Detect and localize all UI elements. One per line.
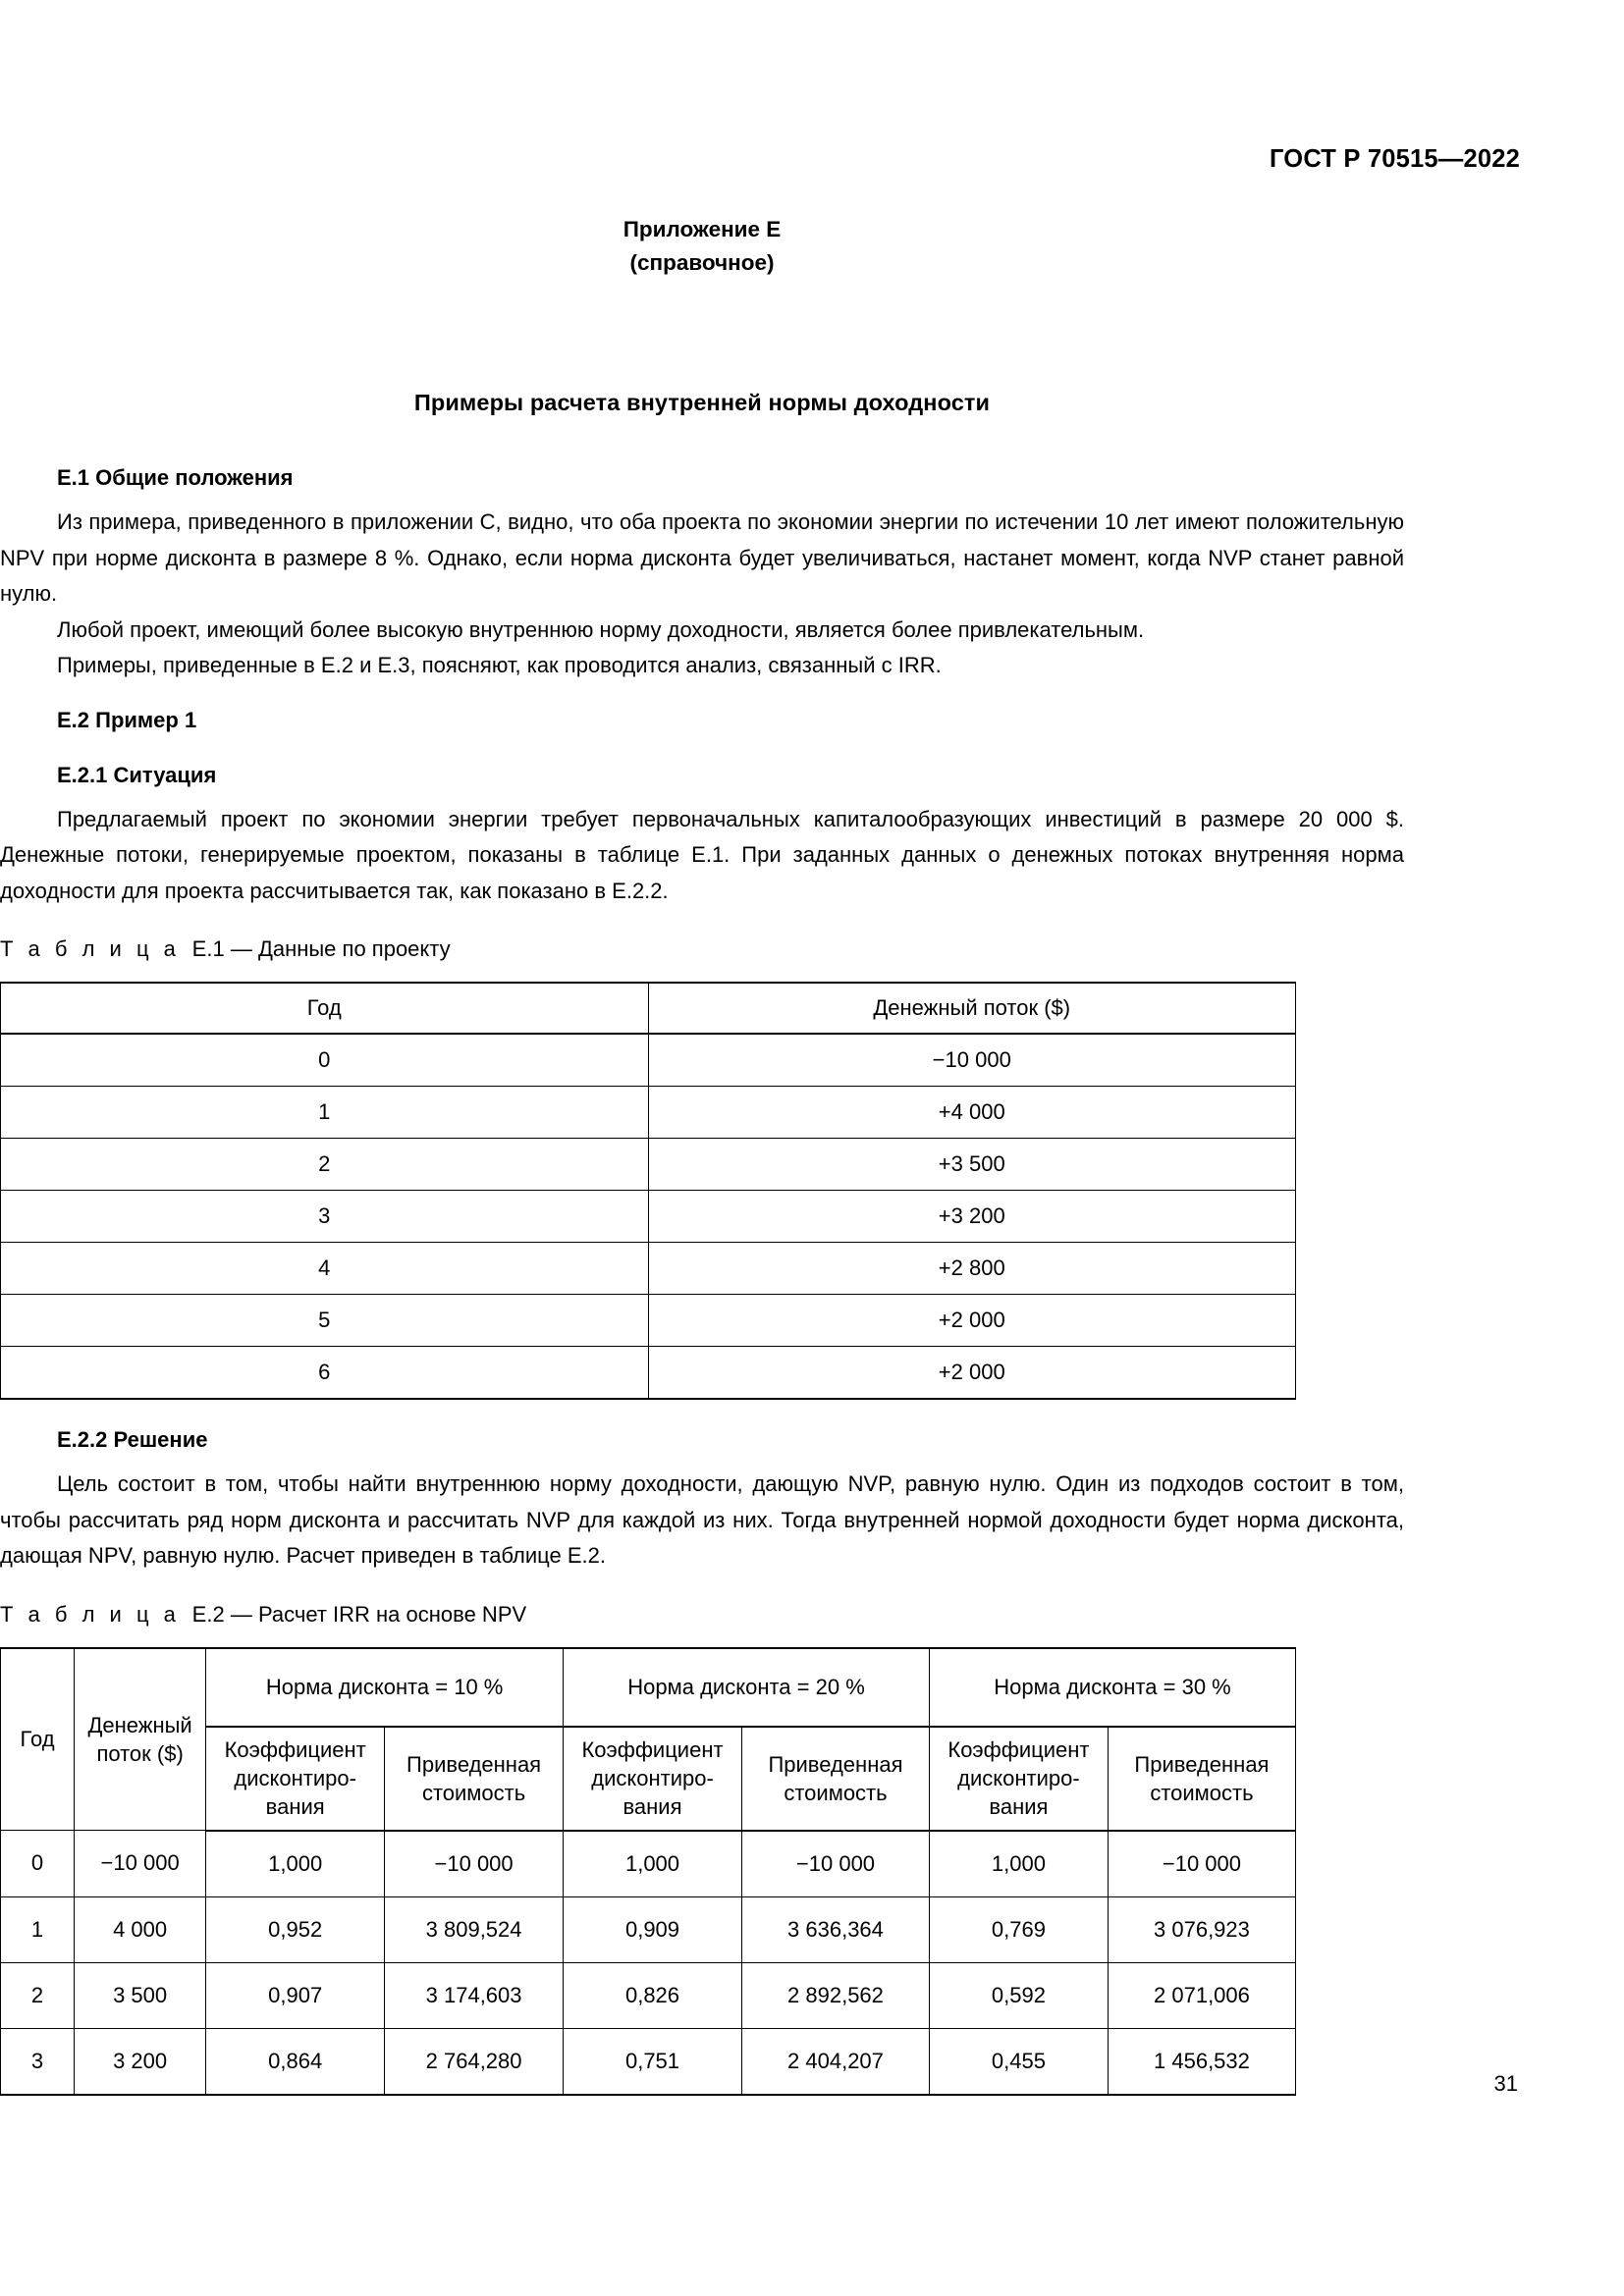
cell-pv-20: 3 636,364	[741, 1896, 929, 1962]
subhdr-line-2: дисконтиро-	[234, 1766, 356, 1790]
table-e2-caption-dash: —	[230, 1601, 252, 1627]
appendix-name: Приложение Е	[623, 217, 782, 241]
cell-cashflow: −10 000	[75, 1831, 206, 1897]
running-header: ГОСТ Р 70515—2022	[1269, 145, 1520, 173]
subhdr-line-2: дисконтиро-	[957, 1766, 1080, 1790]
table-e2	[0, 1647, 1296, 2096]
table-e1-col-year: Год	[1, 983, 649, 1034]
table-row	[1, 1087, 1296, 1139]
cell-cashflow: +3 500	[648, 1139, 1296, 1191]
cell-cashflow: +3 200	[648, 1191, 1296, 1243]
table-row	[1, 1347, 1296, 1400]
subhdr-line-2: дисконтиро-	[591, 1766, 714, 1790]
page-number: 31	[1493, 2071, 1518, 2096]
table-e1-col-cashflow: Денежный поток ($)	[648, 983, 1296, 1034]
subhdr-line-3: вания	[265, 1794, 325, 1819]
table-e2-caption	[0, 1600, 1404, 1629]
cell-coef-30: 0,455	[929, 2028, 1108, 2095]
cell-pv-10: 3 809,524	[385, 1896, 564, 1962]
cell-coef-20: 1,000	[564, 1831, 742, 1897]
subhdr-line-1: Приведенная	[1134, 1751, 1270, 1777]
cell-pv-30: −10 000	[1108, 1831, 1295, 1897]
paragraph-e2-1: Предлагаемый проект по экономии энергии требует первоначальных капиталообразующих инвестиций в размере 20 000 $. Денежные потоки, генерируемые проектом, показаны в таблице Е.1. При заданных данных о денежных потоках внутренняя норма доходности для проекта рассчитывается так, как показано в Е.2.2.	[0, 806, 1404, 903]
cell-pv-10: −10 000	[385, 1831, 564, 1897]
cell-year: 1	[1, 1087, 649, 1139]
table-e2-body	[1, 1648, 1296, 2095]
table-e2-caption-number: Е.2	[191, 1601, 225, 1627]
cell-cashflow: −10 000	[648, 1034, 1296, 1087]
table-e1-caption-number: Е.1	[191, 936, 225, 961]
table-row	[1, 1962, 1296, 2028]
cell-pv-20: −10 000	[741, 1831, 929, 1897]
cell-pv-10: 3 174,603	[385, 1962, 564, 2028]
appendix-heading-block	[0, 213, 1404, 280]
cell-year: 0	[1, 1034, 649, 1087]
table-e2-caption-label: Т а б л и ц а	[0, 1601, 181, 1627]
cell-cashflow: 3 500	[75, 1962, 206, 2028]
table-row	[1, 1034, 1296, 1087]
cell-pv-30: 3 076,923	[1108, 1896, 1295, 1962]
table-e2-subhdr-coef-10	[206, 1727, 385, 1831]
subhdr-line-1: Коэффициент	[947, 1737, 1090, 1762]
table-e1-caption-title: Данные по проекту	[257, 936, 451, 961]
table-e2-caption-title: Расчет IRR на основе NPV	[257, 1601, 527, 1627]
cell-year: 5	[1, 1295, 649, 1347]
cell-cashflow: +4 000	[648, 1087, 1296, 1139]
cell-cashflow: +2 000	[648, 1347, 1296, 1400]
cell-coef-30: 0,769	[929, 1896, 1108, 1962]
table-e1-header-row	[1, 983, 1296, 1034]
table-e2-col-cashflow-line1: Денежный поток ($)	[87, 1712, 192, 1766]
page-title: Примеры расчета внутренней нормы доходности	[413, 390, 991, 415]
cell-pv-30: 2 071,006	[1108, 1962, 1295, 2028]
cell-coef-10: 1,000	[206, 1831, 385, 1897]
cell-cashflow: 4 000	[75, 1896, 206, 1962]
table-e2-group-10: Норма дисконта = 10 %	[206, 1648, 564, 1727]
cell-year: 1	[1, 1896, 75, 1962]
paragraph-e1-1: Из примера, приведенного в приложении С, видно, что оба проекта по экономии энергии по истечении 10 лет имеют положительную NPV при норме дисконта в размере 8 %. Однако, если норма дисконта будет увеличиваться, настанет момент, когда NVP станет равной нулю.	[0, 509, 1404, 606]
paragraph-e2-2: Цель состоит в том, чтобы найти внутреннюю норму доходности, дающую NVP, равную нулю. Один из подходов состоит в том, чтобы рассчитать ряд норм дисконта и рассчитать NVP для каждой из них. Тогда внутренней нормой доходности будет норма дисконта, дающая NPV, равную нулю. Расчет приведен в таблице Е.2.	[0, 1471, 1404, 1568]
paragraph-e1-3: Примеры, приведенные в Е.2 и Е.3, поясняют, как проводится анализ, связанный с IRR.	[57, 653, 942, 677]
cell-coef-10: 0,907	[206, 1962, 385, 2028]
cell-year: 2	[1, 1139, 649, 1191]
table-e1	[0, 982, 1296, 1400]
cell-year: 3	[1, 1191, 649, 1243]
cell-pv-20: 2 404,207	[741, 2028, 929, 2095]
cell-year: 2	[1, 1962, 75, 2028]
table-e2-subhdr-pv-30	[1108, 1727, 1295, 1831]
table-e1-caption	[0, 934, 1404, 964]
section-heading-e2-2: Е.2.2 Решение	[57, 1427, 208, 1452]
cell-coef-20: 0,751	[564, 2028, 742, 2095]
subhdr-line-3: вания	[623, 1794, 682, 1819]
subhdr-line-1: Приведенная	[406, 1751, 542, 1777]
cell-year: 6	[1, 1347, 649, 1400]
paragraph-e1-2: Любой проект, имеющий более высокую внутреннюю норму доходности, является более привлекательным.	[57, 616, 1145, 642]
cell-year: 3	[1, 2028, 75, 2095]
cell-cashflow: +2 000	[648, 1295, 1296, 1347]
table-e2-col-cashflow	[75, 1648, 206, 1831]
table-row	[1, 1139, 1296, 1191]
table-row	[1, 2028, 1296, 2095]
table-row	[1, 1831, 1296, 1897]
table-e2-subhdr-pv-20	[741, 1727, 929, 1831]
cell-year: 4	[1, 1243, 649, 1295]
subhdr-line-2: стоимость	[784, 1780, 888, 1805]
body-content	[0, 463, 1404, 2096]
cell-coef-20: 0,909	[564, 1896, 742, 1962]
cell-coef-20: 0,826	[564, 1962, 742, 2028]
cell-coef-10: 0,952	[206, 1896, 385, 1962]
table-row	[1, 1243, 1296, 1295]
cell-cashflow: +2 800	[648, 1243, 1296, 1295]
table-e2-group-20: Норма дисконта = 20 %	[564, 1648, 930, 1727]
table-e1-body	[1, 983, 1296, 1399]
table-row	[1, 1896, 1296, 1962]
table-e2-col-year: Год	[1, 1648, 75, 1831]
section-heading-e2: Е.2 Пример 1	[57, 707, 197, 732]
cell-coef-30: 0,592	[929, 1962, 1108, 2028]
table-e2-group-30: Норма дисконта = 30 %	[929, 1648, 1295, 1727]
subhdr-line-1: Коэффициент	[224, 1737, 366, 1762]
table-e2-subhdr-coef-20	[564, 1727, 742, 1831]
cell-year: 0	[1, 1831, 75, 1897]
cell-pv-10: 2 764,280	[385, 2028, 564, 2095]
cell-coef-30: 1,000	[929, 1831, 1108, 1897]
table-e2-subhdr-coef-30	[929, 1727, 1108, 1831]
subhdr-line-1: Коэффициент	[581, 1737, 724, 1762]
appendix-kind: (справочное)	[629, 250, 775, 275]
section-heading-e2-1: Е.2.1 Ситуация	[57, 762, 217, 787]
table-e1-caption-dash: —	[230, 936, 252, 961]
table-e2-subhdr-pv-10	[385, 1727, 564, 1831]
subhdr-line-2: стоимость	[421, 1780, 526, 1805]
section-heading-e1: Е.1 Общие положения	[57, 465, 294, 490]
cell-coef-10: 0,864	[206, 2028, 385, 2095]
subhdr-line-2: стоимость	[1150, 1780, 1254, 1805]
table-e2-group-header-row	[1, 1648, 1296, 1727]
cell-pv-20: 2 892,562	[741, 1962, 929, 2028]
subhdr-line-3: вания	[989, 1794, 1049, 1819]
subhdr-line-1: Приведенная	[768, 1751, 903, 1777]
table-row	[1, 1295, 1296, 1347]
cell-pv-30: 1 456,532	[1108, 2028, 1295, 2095]
table-row	[1, 1191, 1296, 1243]
table-e1-caption-label: Т а б л и ц а	[0, 936, 181, 961]
cell-cashflow: 3 200	[75, 2028, 206, 2095]
